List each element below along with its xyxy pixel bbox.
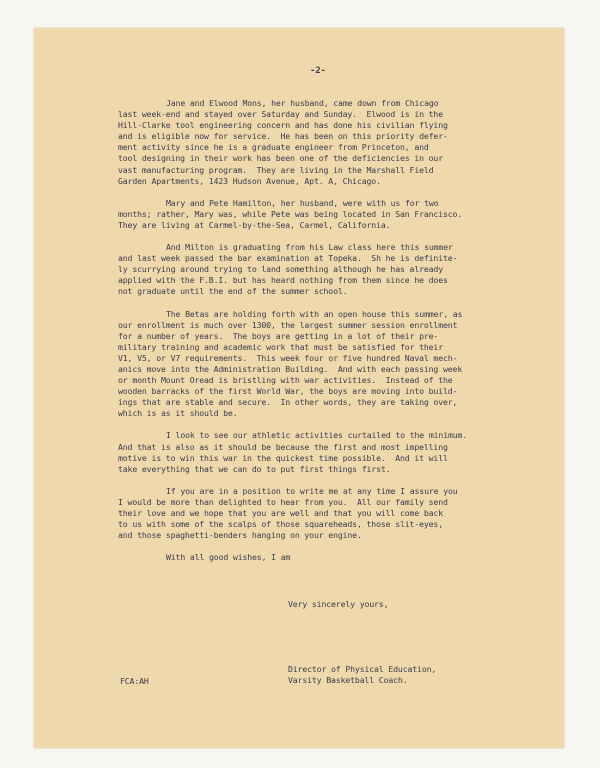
paragraph-wishes (118, 552, 556, 563)
letter-page (34, 28, 564, 748)
body-line: And Milton is graduating from his Law class here this summer (166, 242, 453, 253)
paragraph-hamilton (118, 198, 556, 231)
body-line: their love and we hope that you are well and that you will come back (118, 508, 443, 518)
body-line: which is as it should be. (118, 408, 238, 419)
body-line: tool designing in their work has been one of the deficiencies in our (118, 153, 443, 164)
paragraph-athletics (118, 430, 556, 474)
body-line: take everything that we can do to put first things first. (118, 463, 391, 474)
paragraph-betas (118, 309, 556, 420)
closing-salutation: Very sincerely yours, (288, 599, 389, 609)
body-line: and those spaghetti-benders hanging on your engine. (118, 530, 362, 541)
body-line: The Betas are holding forth with an open house this summer, as (166, 308, 463, 319)
body-line: last week-end and stayed over Saturday and Sunday. Elwood is in the (118, 109, 443, 120)
body-line: and last week passed the bar examination at Topeka. Sh he is definite- (118, 253, 458, 264)
body-line: Jane and Elwood Mons, her husband, came down from Chicago (166, 98, 439, 108)
body-line: wooden barracks of the first World War, the boys are moving into build- (118, 386, 458, 397)
body-line: And that is also as it should be because the first and most impelling (118, 441, 448, 452)
body-line: V1, V5, or V7 requirements. This week four or five hundred Naval mech- (118, 352, 458, 363)
signature-title-line: Varsity Basketball Coach. (288, 675, 408, 686)
signature-title-line: Director of Physical Education, (288, 664, 437, 674)
body-line: I look to see our athletic activities curtailed to the minimum. (166, 430, 468, 441)
body-line: ly scurrying around trying to land something although he has already (118, 264, 443, 275)
paragraph-write-me (118, 486, 556, 541)
body-line: They are living at Carmel-by-the-Sea, Carmel, California. (118, 219, 391, 230)
body-line: ment activity since he is a graduate engineer from Princeton, and (118, 142, 429, 153)
body-line: vast manufacturing program. They are living in the Marshall Field (118, 164, 434, 175)
body-line: If you are in a position to write me at any time I assure you (166, 485, 458, 496)
body-line: applied with the F.B.I. but has heard nothing from them since he does (118, 275, 448, 286)
body-line: not graduate until the end of the summer school. (118, 286, 348, 297)
body-line: our enrollment is much over 1300, the largest summer session enrollment (118, 319, 458, 330)
body-line: or month Mount Oread is bristling with war activities. Instead of the (118, 375, 453, 386)
body-line: to us with some of the scalps of those squareheads, those slit-eyes, (118, 519, 443, 530)
body-line: ings that are stable and secure. In other words, they are taking over, (118, 397, 458, 408)
paragraph-milton (118, 242, 556, 297)
page-number: -2- (310, 66, 326, 76)
body-line: and is eligible now for service. He has been on this priority defer- (118, 131, 448, 142)
body-line: With all good wishes, I am (166, 552, 291, 563)
body-line: military training and academic work that must be satisfied for their (118, 341, 443, 352)
paragraph-mons (118, 98, 556, 187)
reference-initials: FCA:AH (120, 676, 149, 686)
body-line: motive is to win this war in the quickest time possible. And it will (118, 452, 448, 463)
body-line: anics move into the Administration Building. And with each passing week (118, 363, 463, 374)
signature-block (288, 664, 548, 686)
body-line: I would be more than delighted to hear from you. All our family send (118, 496, 448, 507)
body-line: months; rather, Mary was, while Pete was being located in San Francisco. (118, 208, 463, 219)
body-line: Mary and Pete Hamilton, her husband, were with us for two (166, 197, 439, 208)
body-line: Garden Apartments, 1423 Hudson Avenue, Apt. A, Chicago. (118, 175, 381, 186)
body-line: Hill-Clarke tool engineering concern and has done his civilian flying (118, 120, 448, 131)
letter-body (118, 98, 556, 574)
body-line: for a number of years. The boys are getting in a lot of their pre- (118, 330, 439, 341)
